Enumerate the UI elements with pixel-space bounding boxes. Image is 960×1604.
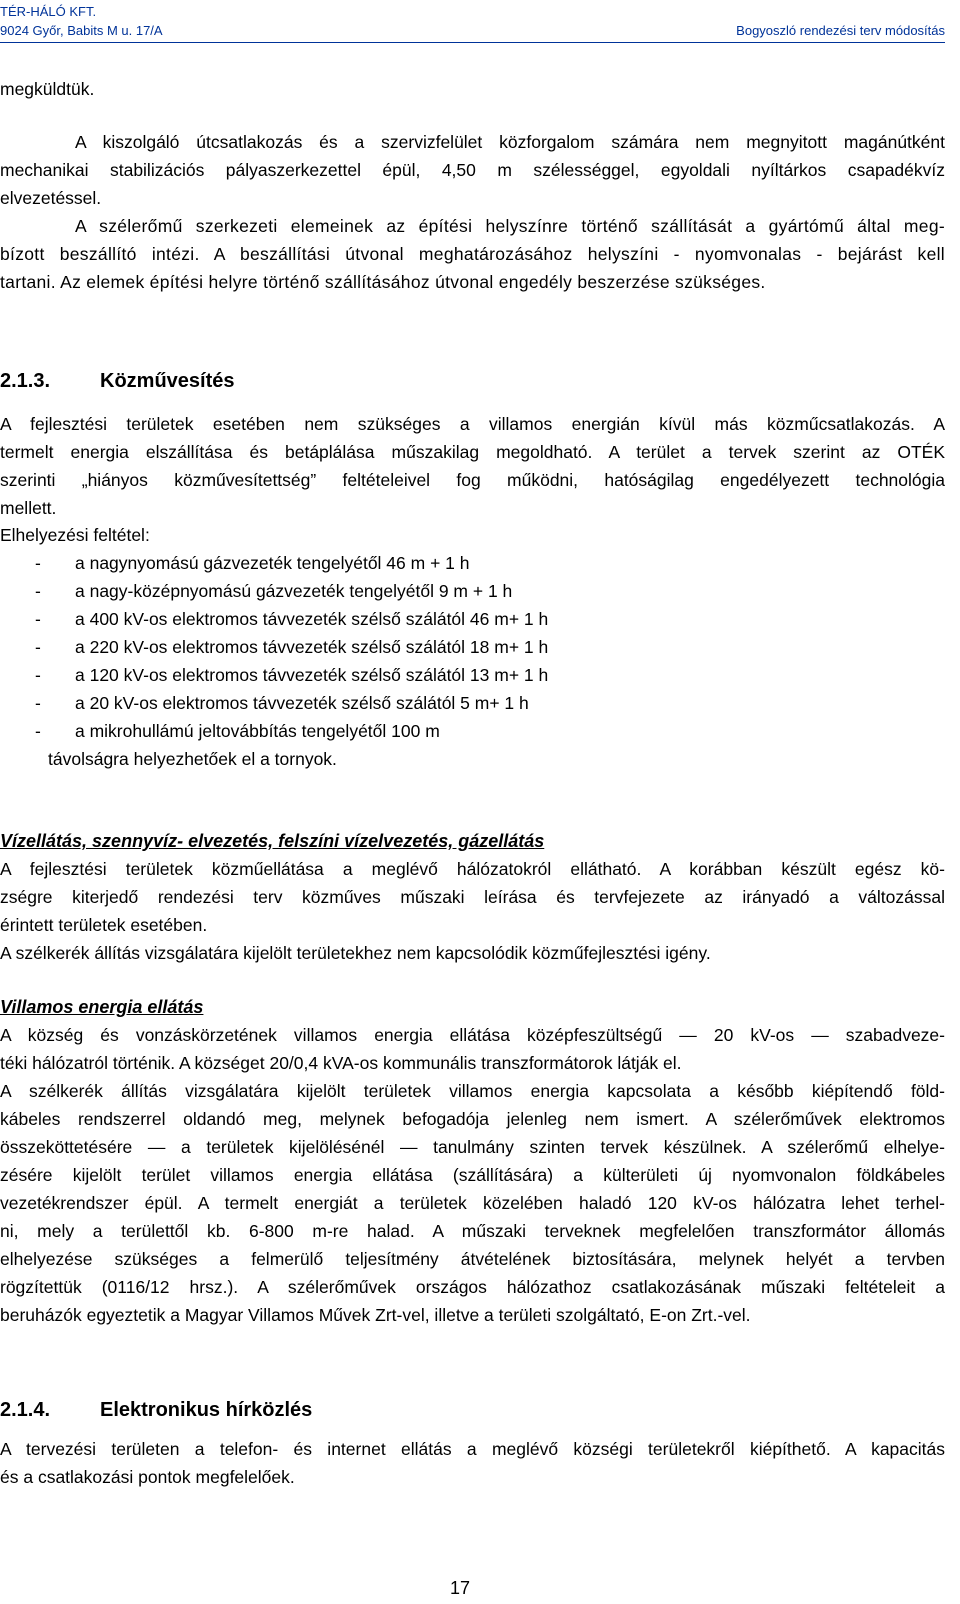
subheading-water-supply: Vízellátás, szennyvíz- elvezetés, felszíni vízelvezetés, gázellátás (0, 831, 545, 851)
list-item: - a 220 kV-os elektromos távvezeték szélső szálától 18 m+ 1 h (35, 637, 549, 657)
text-line: téki hálózatról történik. A községet 20/0,4 kVA-os kommunális transzformátorok látják el. (0, 1053, 682, 1073)
text-line: szerinti „hiányos közművesítettség” feltételeivel fog működni, hatóságilag engedélyezett technológia (0, 470, 945, 490)
text-line: mechanikai stabilizációs pályaszerkezettel épül, 4,50 m szélességgel, egyoldali nyíltárkos csapadékvíz (0, 160, 945, 180)
list-item: - a mikrohullámú jeltovábbítás tengelyétől 100 m (35, 721, 440, 741)
text-line: A fejlesztési területek esetében nem szükséges a villamos energián kívül más közműcsatlakozás. A (0, 414, 945, 434)
text-line: zésére kijelölt terület villamos energia ellátása (szállítására) a külterületi új nyomvonalon földkábeles (0, 1165, 945, 1185)
text-line: elhelyezése szükséges a felmerülő teljesítmény átvételének biztosítására, melynek helyét a tervben (0, 1249, 945, 1269)
text-line: tartani. Az elemek építési helyre történő szállításához útvonal engedély beszerzése szükséges. (0, 272, 766, 292)
text-line: beruházók egyeztetik a Magyar Villamos Művek Zrt-vel, illetve a területi szolgáltató, E-on Zrt.-vel. (0, 1305, 751, 1325)
text-line: termelt energia elszállítása és betáplálása műszakilag megoldható. A terület a tervek szerint az OTÉK (0, 442, 945, 462)
text-line: érintett területek esetében. (0, 915, 208, 935)
subheading-electric-supply: Villamos energia ellátás (0, 997, 204, 1017)
text-line: kábeles rendszerrel oldandó meg, melynek befogadója jelenleg nem ismert. A szélerőművek elektromos (0, 1109, 945, 1129)
text-line: zségre kiterjedő rendezési terv közműves műszaki leírása és tervfejezete az irányadó a változással (0, 887, 945, 907)
section-heading-2-1-4 (0, 1398, 312, 1422)
text-line: Elhelyezési feltétel: (0, 525, 150, 545)
text-line: rögzítettük (0116/12 hrsz.). A szélerőművek országos hálózathoz csatlakozásának műszaki feltételeit a (0, 1277, 945, 1297)
text-line: A község és vonzáskörzetének villamos energia ellátása középfeszültségű — 20 kV-os — szabadveze- (0, 1025, 945, 1045)
header-address: 9024 Győr, Babits M u. 17/A (0, 23, 163, 38)
text-line: ni, mely a területtől kb. 6-800 m-re halad. A műszaki terveknek megfelelően transzformátor állomás (0, 1221, 945, 1241)
section-number: 2.1.4. (0, 1399, 51, 1421)
list-item: - a 400 kV-os elektromos távvezeték szélső szálától 46 m+ 1 h (35, 609, 549, 629)
section-title: Közművesítés (100, 370, 235, 392)
header-rule (0, 42, 945, 43)
page-number: 17 (450, 1578, 471, 1598)
list-item: - a 120 kV-os elektromos távvezeték szélső szálától 13 m+ 1 h (35, 665, 549, 685)
list-item: - a nagynyomású gázvezeték tengelyétől 46 m + 1 h (35, 553, 470, 573)
text-line: elvezetéssel. (0, 188, 102, 208)
text-line: A fejlesztési területek közműellátása a meglévő hálózatokról ellátható. A korábban készült egész kö- (0, 859, 945, 879)
header-company: TÉR-HÁLÓ KFT. (0, 4, 97, 19)
text-line: A szélkerék állítás vizsgálatára kijelölt területekhez nem kapcsolódik közműfejlesztési igény. (0, 943, 711, 963)
section-number: 2.1.3. (0, 370, 51, 392)
list-item: - a 20 kV-os elektromos távvezeték szélső szálától 5 m+ 1 h (35, 693, 529, 713)
text-line: megküldtük. (0, 79, 95, 99)
text-line: A tervezési területen a telefon- és internet ellátás a meglévő községi területekről kiépíthető. A kapacitás (0, 1439, 945, 1459)
section-title: Elektronikus hírközlés (100, 1399, 313, 1421)
text-line: mellett. (0, 498, 57, 518)
text-line: bízott beszállító intézi. A beszállítási útvonal meghatározásához helyszíni - nyomvonalas - bejárást kell (0, 244, 945, 264)
text-line: és a csatlakozási pontok megfelelőek. (0, 1467, 295, 1487)
page-header (0, 0, 945, 42)
header-document-title: Bogyoszló rendezési terv módosítás (736, 23, 945, 38)
list-item: - a nagy-középnyomású gázvezeték tengelyétől 9 m + 1 h (35, 581, 513, 601)
text-line: vezetékrendszer épül. A termelt energiát a területek közelében haladó 120 kV-os hálózatra lehet terhel- (0, 1193, 945, 1213)
text-line: A szélerőmű szerkezeti elemeinek az építési helyszínre történő szállítását a gyártómű által meg- (75, 216, 945, 236)
text-line: A kiszolgáló útcsatlakozás és a szervizfelület közforgalom számára nem megnyitott magánútként (75, 132, 945, 152)
text-line: távolságra helyezhetőek el a tornyok. (48, 749, 337, 769)
text-line: összeköttetésére — a területek kijelölésénél — tanulmány szinten tervek készülnek. A szélerőmű elhelye- (0, 1137, 945, 1157)
text-line: A szélkerék állítás vizsgálatára kijelölt területek villamos energia kapcsolata a később kiépítendő föld- (0, 1081, 945, 1101)
section-heading-2-1-3 (0, 369, 235, 393)
